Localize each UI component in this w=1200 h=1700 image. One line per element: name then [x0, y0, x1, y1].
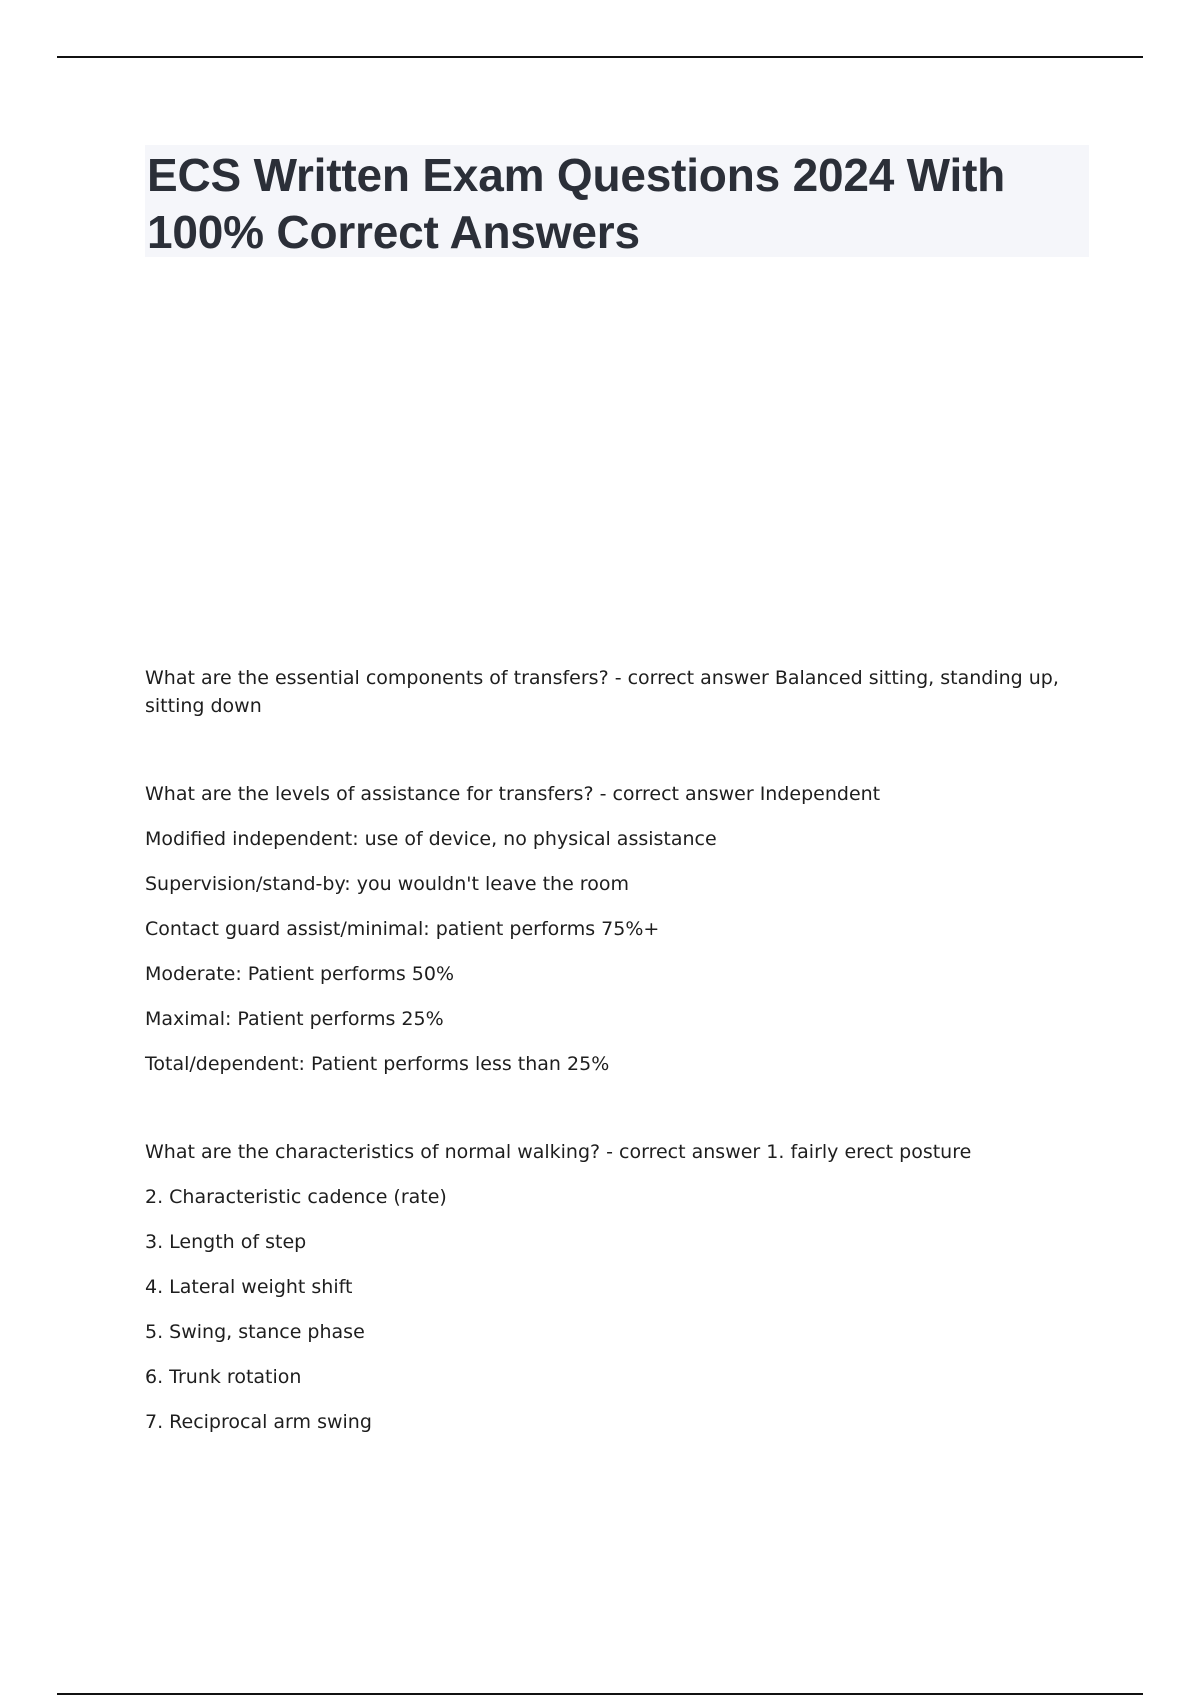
qa-question: What are the essential components of transfers? - correct answer Balanced sitting, standing up, sitting down — [145, 667, 1059, 717]
qa-answer-line: Maximal: Patient performs 25% — [145, 1008, 444, 1030]
qa-question: What are the characteristics of normal walking? - correct answer 1. fairly erect posture — [145, 1141, 972, 1163]
qa-answer-line: Contact guard assist/minimal: patient performs 75%+ — [145, 918, 660, 940]
qa-answer-line: Modified independent: use of device, no physical assistance — [145, 828, 717, 850]
page-title: ECS Written Exam Questions 2024 With 100% Correct Answers — [147, 149, 1006, 258]
qa-answer-line: Moderate: Patient performs 50% — [145, 963, 455, 985]
qa-answer-line: 6. Trunk rotation — [145, 1366, 302, 1388]
top-rule — [57, 56, 1143, 58]
qa-answer-line: Total/dependent: Patient performs less than 25% — [145, 1053, 610, 1075]
qa-answer-line: 4. Lateral weight shift — [145, 1276, 353, 1298]
title-block — [145, 145, 1089, 257]
qa-content — [145, 664, 1075, 1436]
qa-answer-line: Supervision/stand-by: you wouldn't leave the room — [145, 873, 629, 895]
qa-item — [145, 1138, 1075, 1436]
qa-item — [145, 664, 1075, 720]
qa-answer-line: 3. Length of step — [145, 1231, 307, 1253]
qa-item — [145, 780, 1075, 1078]
qa-question: What are the levels of assistance for transfers? - correct answer Independent — [145, 783, 881, 805]
qa-answer-line: 7. Reciprocal arm swing — [145, 1411, 372, 1433]
qa-answer-line: 2. Characteristic cadence (rate) — [145, 1186, 447, 1208]
bottom-rule — [57, 1693, 1143, 1695]
qa-answer-line: 5. Swing, stance phase — [145, 1321, 365, 1343]
